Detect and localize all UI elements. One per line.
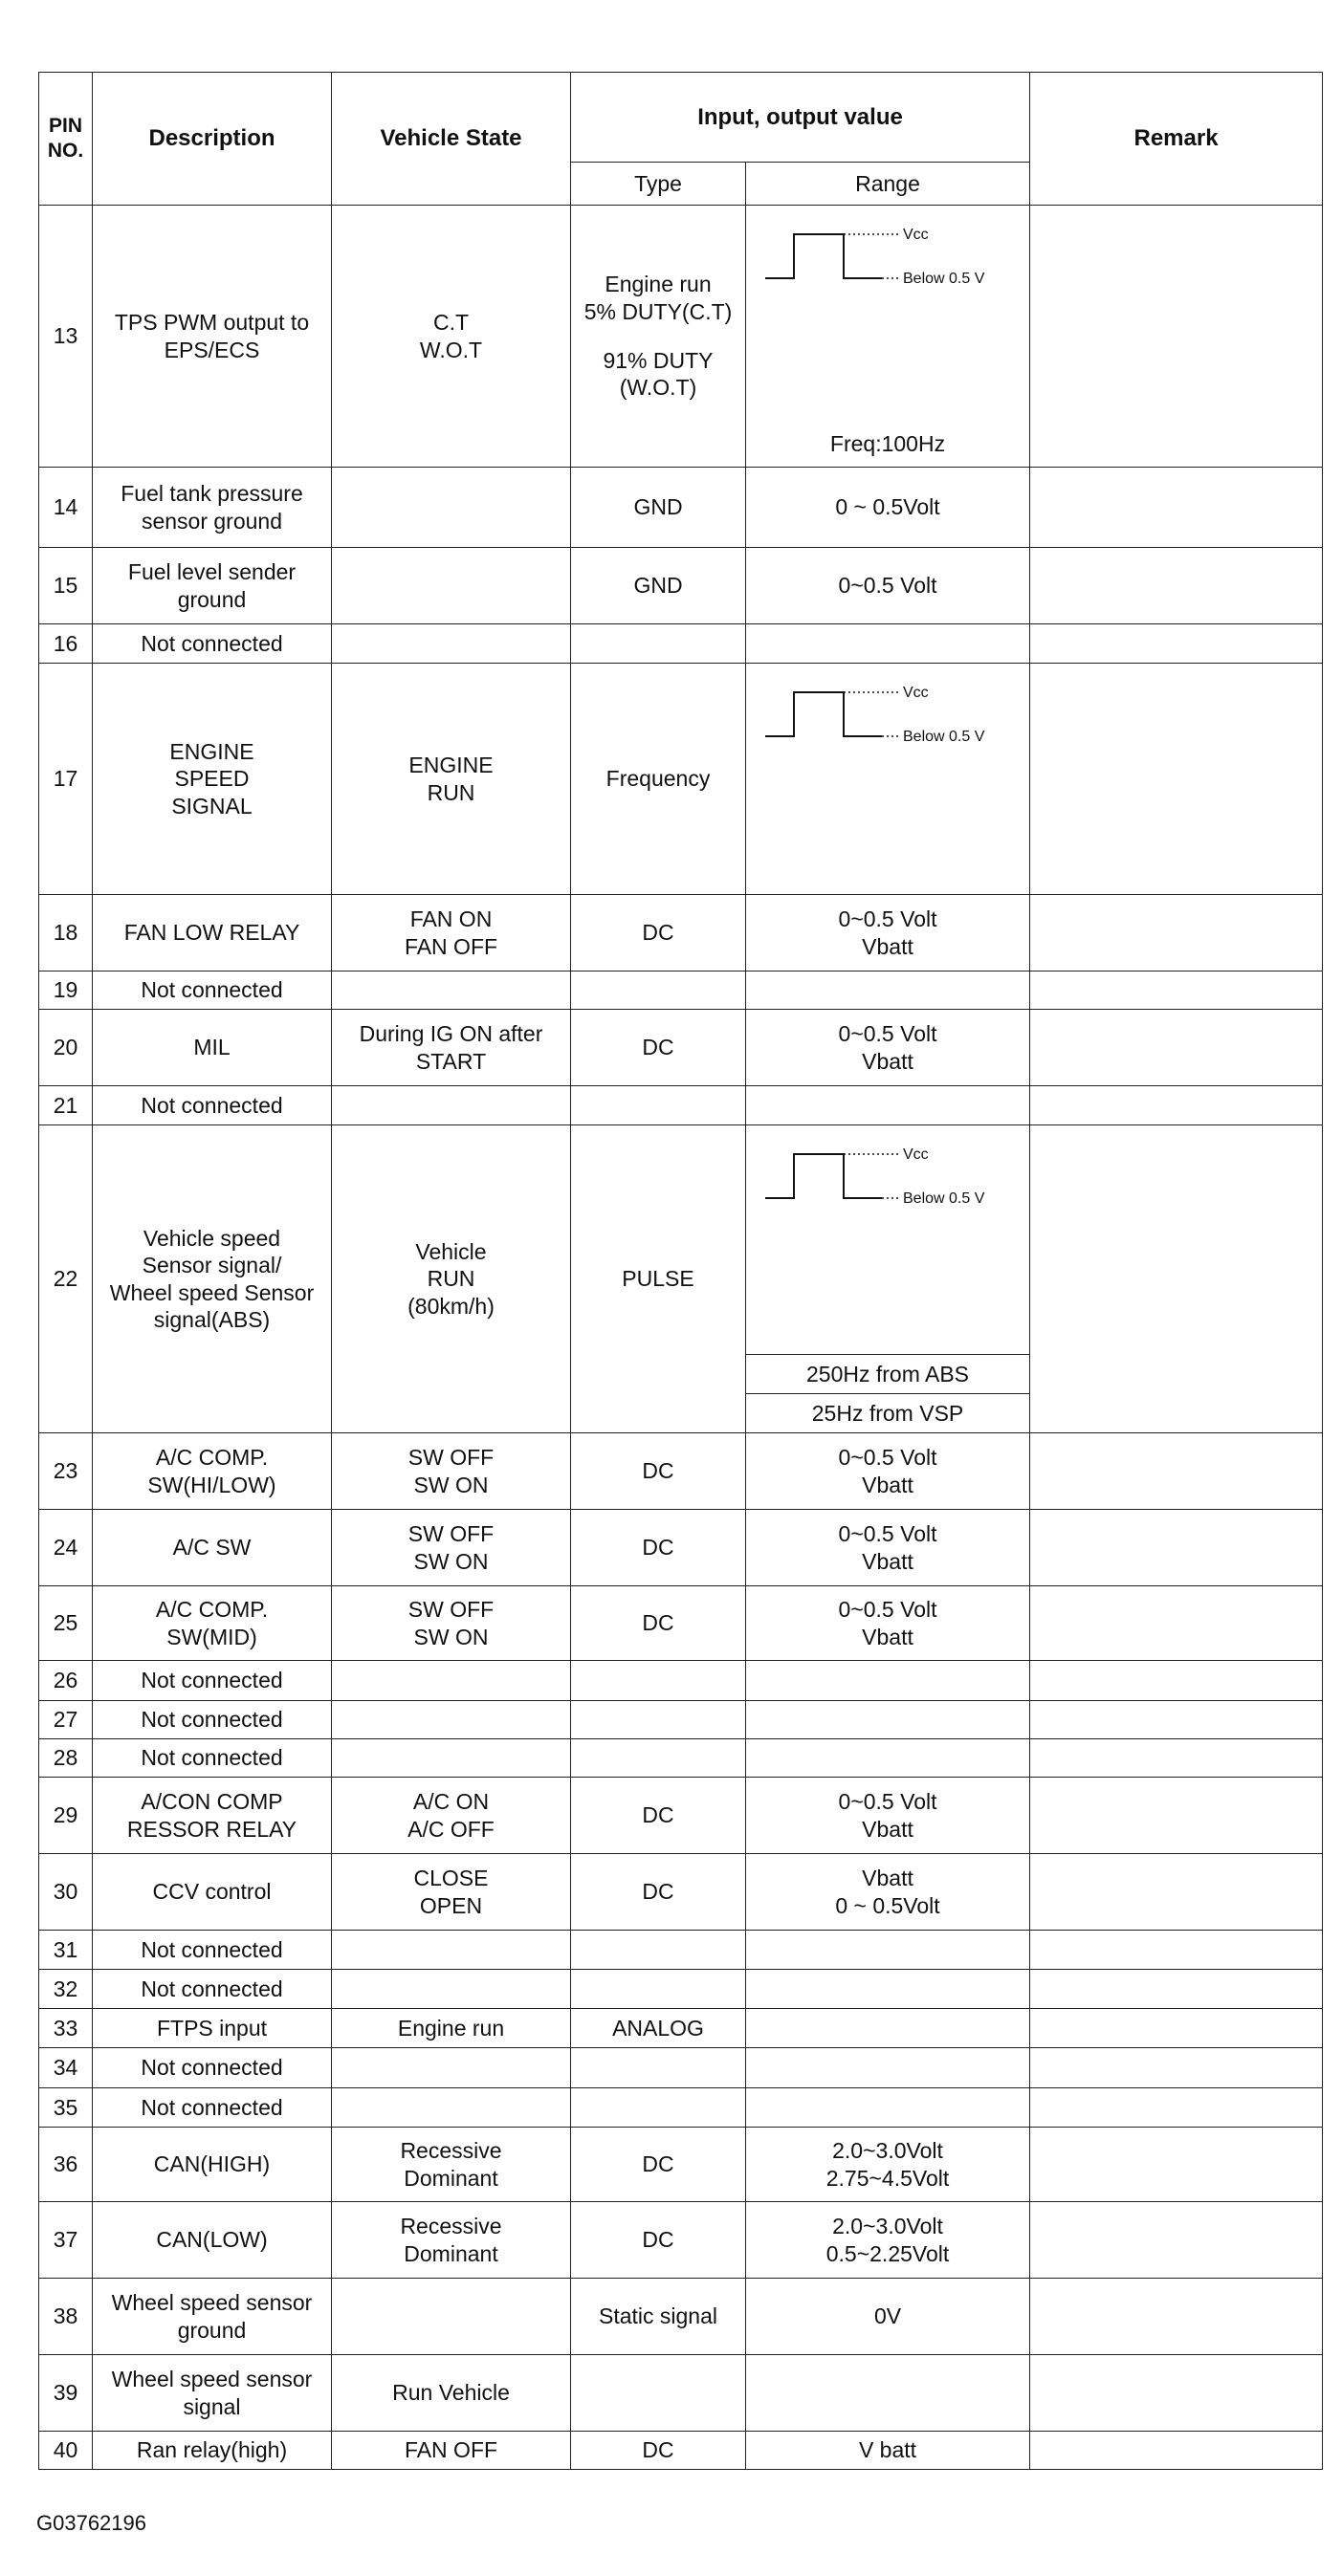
pin-description: CAN(LOW)	[93, 2202, 332, 2279]
vehicle-state	[332, 2088, 571, 2128]
io-type: DC	[571, 1778, 746, 1854]
pin-description: Wheel speed sensor ground	[93, 2279, 332, 2355]
io-type	[571, 2048, 746, 2088]
header-row	[39, 73, 1323, 163]
pin-number: 28	[39, 1739, 93, 1778]
io-range	[746, 206, 1030, 468]
io-range	[746, 1701, 1030, 1739]
pin-description: CAN(HIGH)	[93, 2128, 332, 2202]
pin-number: 14	[39, 468, 93, 548]
remark-cell	[1030, 2128, 1323, 2202]
vehicle-state: SW OFF SW ON	[332, 1510, 571, 1586]
table-row	[39, 1854, 1323, 1931]
pin-number: 26	[39, 1661, 93, 1701]
vehicle-state: Vehicle RUN (80km/h)	[332, 1125, 571, 1433]
header-type: Type	[571, 163, 746, 206]
pin-number: 34	[39, 2048, 93, 2088]
table-row	[39, 2432, 1323, 2470]
io-type: DC	[571, 1433, 746, 1510]
pin-number: 35	[39, 2088, 93, 2128]
remark-cell	[1030, 1778, 1323, 1854]
io-type	[571, 1970, 746, 2009]
remark-cell	[1030, 895, 1323, 971]
header-vehicle-state: Vehicle State	[332, 73, 571, 206]
pin-number: 19	[39, 971, 93, 1010]
remark-cell	[1030, 1086, 1323, 1125]
remark-cell	[1030, 2432, 1323, 2470]
remark-cell	[1030, 206, 1323, 468]
duty-ct: Engine run 5% DUTY(C.T)	[583, 272, 733, 324]
pin-number: 17	[39, 664, 93, 895]
pin-description: MIL	[93, 1010, 332, 1086]
remark-cell	[1030, 2088, 1323, 2128]
io-type: GND	[571, 468, 746, 548]
remark-cell	[1030, 548, 1323, 624]
pin-description: Not connected	[93, 971, 332, 1010]
io-range: Vbatt 0 ~ 0.5Volt	[746, 1854, 1030, 1931]
io-type: DC	[571, 2202, 746, 2279]
io-range	[746, 1086, 1030, 1125]
io-type: ANALOG	[571, 2009, 746, 2048]
pin-number: 16	[39, 624, 93, 664]
io-type: DC	[571, 1854, 746, 1931]
io-type	[571, 2355, 746, 2432]
pin-description: Not connected	[93, 1701, 332, 1739]
io-type: GND	[571, 548, 746, 624]
io-range	[746, 1970, 1030, 2009]
vehicle-state: FAN OFF	[332, 2432, 571, 2470]
pin-description: ENGINE SPEED SIGNAL	[93, 664, 332, 895]
remark-cell	[1030, 468, 1323, 548]
duty-wot: 91% DUTY (W.O.T)	[603, 347, 714, 401]
pin-description: Wheel speed sensor signal	[93, 2355, 332, 2432]
io-range	[746, 2048, 1030, 2088]
pin-description: Not connected	[93, 1739, 332, 1778]
remark-cell	[1030, 1010, 1323, 1086]
io-range: V batt	[746, 2432, 1030, 2470]
io-type	[571, 1739, 746, 1778]
io-range	[746, 1125, 1030, 1355]
io-range: 0~0.5 Volt Vbatt	[746, 1586, 1030, 1661]
remark-cell	[1030, 2202, 1323, 2279]
io-type	[571, 2088, 746, 2128]
io-range: 0~0.5 Volt Vbatt	[746, 895, 1030, 971]
io-range: 0~0.5 Volt	[746, 548, 1030, 624]
pin-number: 21	[39, 1086, 93, 1125]
io-range	[746, 664, 1030, 895]
pin-description: FTPS input	[93, 2009, 332, 2048]
io-range	[746, 971, 1030, 1010]
pin-number: 24	[39, 1510, 93, 1586]
pin-number: 23	[39, 1433, 93, 1510]
header-pin-no: PIN NO.	[39, 73, 93, 206]
vcc-label: Vcc	[903, 1146, 929, 1163]
vehicle-state: Run Vehicle	[332, 2355, 571, 2432]
pin-number: 13	[39, 206, 93, 468]
pin-number: 30	[39, 1854, 93, 1931]
table-row	[39, 2088, 1323, 2128]
pin-number: 15	[39, 548, 93, 624]
vehicle-state	[332, 1661, 571, 1701]
pin-description: A/CON COMP RESSOR RELAY	[93, 1778, 332, 1854]
io-type: DC	[571, 1510, 746, 1586]
io-range	[746, 1739, 1030, 1778]
remark-cell	[1030, 971, 1323, 1010]
pulse-waveform-icon	[758, 1139, 1006, 1215]
pin-description: Not connected	[93, 2048, 332, 2088]
io-range: 0~0.5 Volt Vbatt	[746, 1010, 1030, 1086]
pin-description: Not connected	[93, 1931, 332, 1970]
pin-description: Not connected	[93, 2088, 332, 2128]
header-range: Range	[746, 163, 1030, 206]
table-row	[39, 548, 1323, 624]
remark-cell	[1030, 2009, 1323, 2048]
table-row	[39, 468, 1323, 548]
remark-cell	[1030, 1661, 1323, 1701]
pin-number: 40	[39, 2432, 93, 2470]
table-row	[39, 1778, 1323, 1854]
remark-cell	[1030, 1701, 1323, 1739]
table-row	[39, 1701, 1323, 1739]
table-row	[39, 971, 1323, 1010]
vehicle-state	[332, 2279, 571, 2355]
pin-description: Ran relay(high)	[93, 2432, 332, 2470]
pin-table-sheet	[38, 72, 1322, 2470]
remark-cell	[1030, 2279, 1323, 2355]
pin-description: Not connected	[93, 1661, 332, 1701]
io-range: 0~0.5 Volt Vbatt	[746, 1510, 1030, 1586]
pin-number: 36	[39, 2128, 93, 2202]
io-type: DC	[571, 895, 746, 971]
pin-description: CCV control	[93, 1854, 332, 1931]
table-row	[39, 206, 1323, 468]
vehicle-state	[332, 1701, 571, 1739]
pulse-waveform-icon	[758, 677, 1006, 753]
pin-number: 33	[39, 2009, 93, 2048]
remark-cell	[1030, 1931, 1323, 1970]
below-label: Below 0.5 V	[903, 1190, 985, 1207]
table-row	[39, 1931, 1323, 1970]
io-type	[571, 206, 746, 468]
remark-cell	[1030, 1970, 1323, 2009]
header-io-value: Input, output value	[571, 73, 1030, 163]
vehicle-state	[332, 1931, 571, 1970]
io-range: 0 ~ 0.5Volt	[746, 468, 1030, 548]
vehicle-state	[332, 624, 571, 664]
table-row	[39, 1010, 1323, 1086]
pin-number: 39	[39, 2355, 93, 2432]
vehicle-state	[332, 1086, 571, 1125]
remark-cell	[1030, 1125, 1323, 1433]
remark-cell	[1030, 1586, 1323, 1661]
remark-cell	[1030, 624, 1323, 664]
io-type: DC	[571, 1010, 746, 1086]
io-type: Frequency	[571, 664, 746, 895]
table-row	[39, 2009, 1323, 2048]
pin-number: 25	[39, 1586, 93, 1661]
pin-description: Not connected	[93, 1970, 332, 2009]
header-remark: Remark	[1030, 73, 1323, 206]
vehicle-state	[332, 468, 571, 548]
io-range: 0~0.5 Volt Vbatt	[746, 1778, 1030, 1854]
pin-number: 29	[39, 1778, 93, 1854]
pin-description: Not connected	[93, 624, 332, 664]
vehicle-state: Engine run	[332, 2009, 571, 2048]
pin-description: A/C COMP. SW(HI/LOW)	[93, 1433, 332, 1510]
below-label: Below 0.5 V	[903, 271, 985, 287]
table-row	[39, 1661, 1323, 1701]
pin-description: Not connected	[93, 1086, 332, 1125]
io-range	[746, 2088, 1030, 2128]
io-range-vsp: 25Hz from VSP	[746, 1394, 1030, 1433]
table-row	[39, 2128, 1323, 2202]
vehicle-state	[332, 971, 571, 1010]
vehicle-state: C.T W.O.T	[332, 206, 571, 468]
io-type	[571, 971, 746, 1010]
remark-cell	[1030, 1739, 1323, 1778]
remark-cell	[1030, 664, 1323, 895]
vehicle-state: SW OFF SW ON	[332, 1433, 571, 1510]
table-row	[39, 1586, 1323, 1661]
table-row	[39, 2202, 1323, 2279]
frequency-label: Freq:100Hz	[829, 430, 946, 456]
io-range	[746, 624, 1030, 664]
io-range-abs: 250Hz from ABS	[746, 1355, 1030, 1394]
table-row	[39, 1125, 1323, 1355]
vcc-label: Vcc	[903, 227, 929, 243]
below-label: Below 0.5 V	[903, 729, 985, 745]
vehicle-state: A/C ON A/C OFF	[332, 1778, 571, 1854]
pulse-waveform-icon	[758, 219, 1006, 295]
io-type: PULSE	[571, 1125, 746, 1433]
table-row	[39, 895, 1323, 971]
vehicle-state	[332, 1970, 571, 2009]
figure-code: G03762196	[36, 2511, 146, 2535]
io-range	[746, 1931, 1030, 1970]
pin-description: Fuel level sender ground	[93, 548, 332, 624]
io-type	[571, 1661, 746, 1701]
io-type	[571, 1086, 746, 1125]
table-row	[39, 1970, 1323, 2009]
pin-number: 38	[39, 2279, 93, 2355]
vehicle-state: During IG ON after START	[332, 1010, 571, 1086]
io-type	[571, 1701, 746, 1739]
pin-description: FAN LOW RELAY	[93, 895, 332, 971]
pin-number: 18	[39, 895, 93, 971]
io-type: DC	[571, 1586, 746, 1661]
table-row	[39, 624, 1323, 664]
pin-number: 37	[39, 2202, 93, 2279]
remark-cell	[1030, 1433, 1323, 1510]
io-range	[746, 2009, 1030, 2048]
io-range	[746, 2355, 1030, 2432]
table-row	[39, 2279, 1323, 2355]
io-type	[571, 624, 746, 664]
pin-description: A/C COMP. SW(MID)	[93, 1586, 332, 1661]
pin-number: 20	[39, 1010, 93, 1086]
vehicle-state: Recessive Dominant	[332, 2128, 571, 2202]
io-type: DC	[571, 2432, 746, 2470]
vehicle-state	[332, 548, 571, 624]
pin-number: 32	[39, 1970, 93, 2009]
vehicle-state	[332, 2048, 571, 2088]
table-row	[39, 2355, 1323, 2432]
vcc-label: Vcc	[903, 685, 929, 701]
remark-cell	[1030, 2355, 1323, 2432]
vehicle-state: ENGINE RUN	[332, 664, 571, 895]
table-row	[39, 1433, 1323, 1510]
table-row	[39, 1739, 1323, 1778]
pin-table	[38, 72, 1323, 2470]
io-type: DC	[571, 2128, 746, 2202]
table-row	[39, 1086, 1323, 1125]
vehicle-state	[332, 1739, 571, 1778]
io-range: 2.0~3.0Volt 2.75~4.5Volt	[746, 2128, 1030, 2202]
pin-description: TPS PWM output to EPS/ECS	[93, 206, 332, 468]
pin-number: 27	[39, 1701, 93, 1739]
vehicle-state: Recessive Dominant	[332, 2202, 571, 2279]
pin-description: Vehicle speed Sensor signal/ Wheel speed Sensor signal(ABS)	[93, 1125, 332, 1433]
io-range: 0~0.5 Volt Vbatt	[746, 1433, 1030, 1510]
io-type	[571, 1931, 746, 1970]
vehicle-state: CLOSE OPEN	[332, 1854, 571, 1931]
remark-cell	[1030, 1854, 1323, 1931]
remark-cell	[1030, 1510, 1323, 1586]
table-row	[39, 664, 1323, 895]
pin-number: 31	[39, 1931, 93, 1970]
io-range: 2.0~3.0Volt 0.5~2.25Volt	[746, 2202, 1030, 2279]
vehicle-state: SW OFF SW ON	[332, 1586, 571, 1661]
io-type: Static signal	[571, 2279, 746, 2355]
vehicle-state: FAN ON FAN OFF	[332, 895, 571, 971]
pin-description: Fuel tank pressure sensor ground	[93, 468, 332, 548]
table-row	[39, 2048, 1323, 2088]
pin-number: 22	[39, 1125, 93, 1433]
table-row	[39, 1510, 1323, 1586]
header-description: Description	[93, 73, 332, 206]
io-range	[746, 1661, 1030, 1701]
pin-description: A/C SW	[93, 1510, 332, 1586]
remark-cell	[1030, 2048, 1323, 2088]
io-range: 0V	[746, 2279, 1030, 2355]
